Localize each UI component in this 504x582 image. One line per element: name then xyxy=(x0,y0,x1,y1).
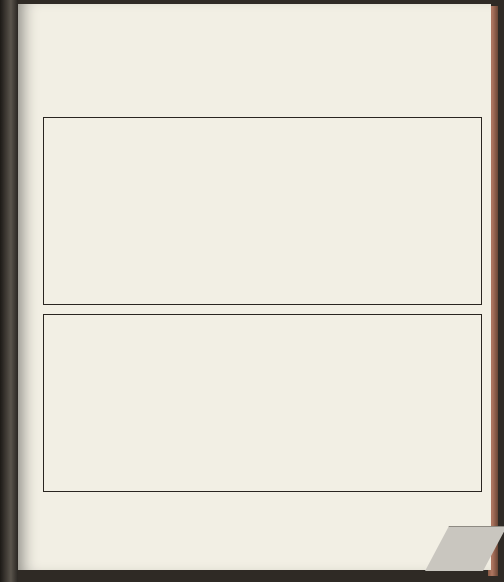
calendar-page xyxy=(18,4,491,570)
book-spine xyxy=(0,0,18,582)
calendar-grid-second-half xyxy=(43,314,482,492)
calendar-grid-first-half xyxy=(43,117,482,305)
